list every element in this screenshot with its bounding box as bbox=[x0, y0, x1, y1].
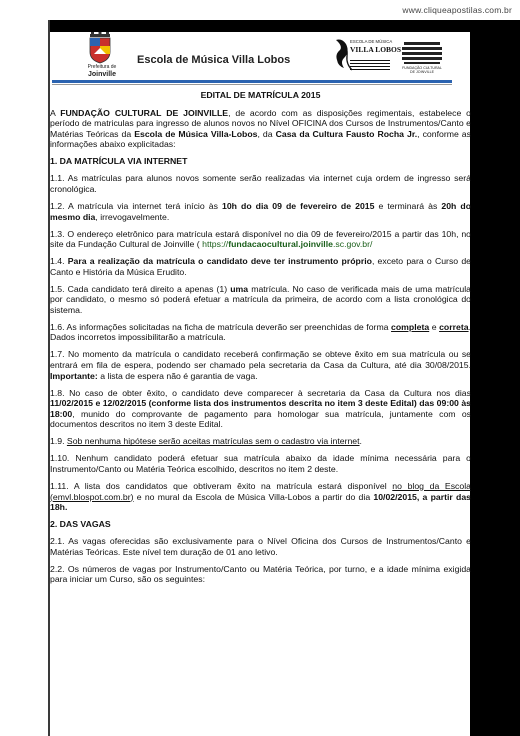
text: 1.7. No momento da matrícula o candidato receberá confirmação se obteve êxito em sua matrícula ou se entrará em fila de espera, podendo ser chamado pela secretaria da Casa da Cultura, até dia 30/08/2015. bbox=[50, 349, 471, 370]
text: , irrevogavelmente. bbox=[95, 211, 170, 222]
clause-1-4 bbox=[50, 256, 471, 277]
end-time: 20h do mesmo dia bbox=[50, 200, 472, 222]
text: a lista de espera não é garantia de vaga. bbox=[97, 370, 258, 381]
start-time: 10h do dia 09 de fevereiro de 2015 bbox=[221, 200, 375, 211]
underlined-warning: Sob nenhuma hipótese serão aceitas matrículas sem o cadastro via internet bbox=[66, 436, 360, 447]
text: 1.8. No caso de obter êxito, o candidato deve comparecer à secretaria da Casa da Cultura nos dias bbox=[50, 387, 471, 398]
watermark: www.cliqueapostilas.com.br bbox=[402, 5, 512, 15]
school-ref: Escola de Música Villa-Lobos bbox=[134, 128, 258, 139]
header-rule-thin bbox=[52, 84, 452, 85]
school-name: Escola de Música Villa Lobos bbox=[137, 54, 291, 66]
text: e terminará às bbox=[374, 200, 442, 211]
section-heading-2: 2. DAS VAGAS bbox=[50, 519, 111, 530]
clause-1-11 bbox=[50, 481, 471, 513]
text: e no mural da Escola de Música Villa-Lobos a partir do dia bbox=[133, 491, 374, 502]
text: A bbox=[50, 107, 61, 118]
clause-1-6 bbox=[50, 322, 471, 343]
prefeitura-line2: Joinville bbox=[87, 70, 116, 78]
text: , munido do comprovante de pagamento para homologar sua matrícula, juntamente com os documentos descritos no item 3 deste Edital. bbox=[50, 408, 471, 430]
letterhead bbox=[50, 32, 470, 82]
homologation-dates: 11/02/2015 e 12/02/2015 (conforme lista dos instrumentos descrita no item 3 deste Edital) das 09:00 às 18:00 bbox=[50, 398, 471, 419]
section-heading-1: 1. DA MATRÍCULA VIA INTERNET bbox=[50, 156, 188, 167]
prefeitura-line1: Prefeitura de bbox=[87, 64, 117, 70]
clause-1-5 bbox=[50, 284, 471, 316]
text: , de acordo com as disposições regimentais, estabelece o período de matriculas para ingresso de alunos novos no Nível OFICINA dos Cursos de Instrumentos/Canto e Matérias Teóricas da bbox=[50, 107, 471, 139]
text: 1.11. A lista dos candidatos que obtiveram êxito na matrícula estará disponível bbox=[50, 480, 393, 491]
text: , da bbox=[257, 128, 276, 139]
org-name: FUNDAÇÃO CULTURAL DE JOINVILLE bbox=[60, 107, 229, 118]
clause-2-1: 2.1. As vagas oferecidas são exclusivamente para o Nível Oficina dos Cursos de Instrumentos/Canto e Matérias Teóricas. Este nível tem duração de 01 ano letivo. bbox=[50, 536, 471, 557]
top-bar bbox=[0, 0, 520, 20]
clause-2-2: 2.2. Os números de vagas por Instrumento/Canto ou Matéria Teórica, por turno, e a idade mínima exigida para iniciar um Curso, são os seguintes: bbox=[50, 563, 471, 585]
dark-top-band bbox=[50, 20, 470, 32]
villa-lobos-logo bbox=[334, 36, 402, 76]
blog-link[interactable]: no blog da Escola (emvl.blospot.com.br) bbox=[50, 480, 471, 502]
document-title: EDITAL DE MATRÍCULA 2015 bbox=[200, 90, 321, 100]
text: 1.9. bbox=[50, 436, 67, 447]
text: matrícula. No caso de verificada mais de uma matrícula por candidato, o mesmo só poderá efetuar a matrícula da primeira, de acordo com a lista cronológica do sistema. bbox=[50, 283, 472, 315]
clause-1-9 bbox=[50, 436, 471, 447]
vl-logo-big: VILLA LOBOS bbox=[350, 45, 402, 54]
venue-ref: Casa da Cultura Fausto Rocha Jr. bbox=[275, 128, 418, 139]
fundacao-cultural-logo bbox=[400, 40, 444, 74]
intro-paragraph bbox=[50, 108, 471, 150]
text: 1.6. As informações solicitadas na ficha de matrícula deverão ser preenchidas de forma bbox=[50, 321, 392, 332]
edital-body bbox=[50, 90, 471, 591]
text: . Dados incorretos impossibilitarão a matrícula. bbox=[50, 321, 471, 343]
link-part: fundacaocultural.joinville bbox=[228, 239, 333, 250]
text: 1.5. Cada candidato terá direito a apenas (1) bbox=[50, 283, 231, 294]
instrument-requirement: Para a realização da matrícula o candidato deve ter instrumento próprio bbox=[67, 256, 372, 267]
link-part: .sc.gov.br/ bbox=[332, 239, 373, 250]
emphasis: uma bbox=[230, 283, 249, 294]
clause-1-7 bbox=[50, 349, 471, 381]
emphasis: Importante: bbox=[50, 370, 98, 381]
fundacao-site-link[interactable] bbox=[202, 239, 372, 249]
clause-1-1: 1.1. As matrículas para alunos novos somente serão realizadas via internet cuja ordem de ingresso será cronológica. bbox=[50, 173, 471, 194]
text: , conforme as informações abaixo explicitadas: bbox=[50, 128, 471, 150]
text: 1.3. O endereço eletrônico para matrícula estará disponível no dia 09 de fevereiro/2015 a partir das 10h, no site da Fundação Cultural de Joinville ( bbox=[50, 228, 471, 250]
fundacao-stripes-icon bbox=[400, 40, 444, 66]
prefeitura-logo bbox=[76, 32, 124, 78]
link-part: https:// bbox=[202, 239, 229, 250]
fc-logo-text: FUNDAÇÃO CULTURAL DE JOINVILLE bbox=[402, 66, 442, 74]
clause-1-3 bbox=[50, 229, 471, 250]
header-rule bbox=[52, 80, 452, 83]
emphasis: completa bbox=[391, 321, 430, 332]
document-page bbox=[50, 32, 470, 736]
dark-right-band bbox=[470, 20, 520, 736]
text: 1.2. A matrícula via internet terá início às bbox=[50, 200, 222, 211]
text: 1.4. bbox=[50, 256, 68, 267]
text: , exceto para o Curso de Canto e História da Música Erudito. bbox=[50, 256, 471, 277]
text: e bbox=[429, 321, 440, 332]
clause-1-10: 1.10. Nenhum candidato poderá efetuar sua matrícula abaixo da idade mínima necessária para o Instrumento/Canto ou Matéria Teórica escolhido, descritos no item 2 deste. bbox=[50, 453, 471, 474]
vl-logo-small: ESCOLA DE MÚSICA bbox=[350, 39, 393, 44]
text: . bbox=[359, 436, 362, 447]
emphasis: correta bbox=[439, 321, 469, 332]
clause-1-2 bbox=[50, 201, 471, 222]
list-date: 10/02/2015, a partir das 18h. bbox=[50, 491, 471, 513]
clause-1-8 bbox=[50, 388, 471, 430]
